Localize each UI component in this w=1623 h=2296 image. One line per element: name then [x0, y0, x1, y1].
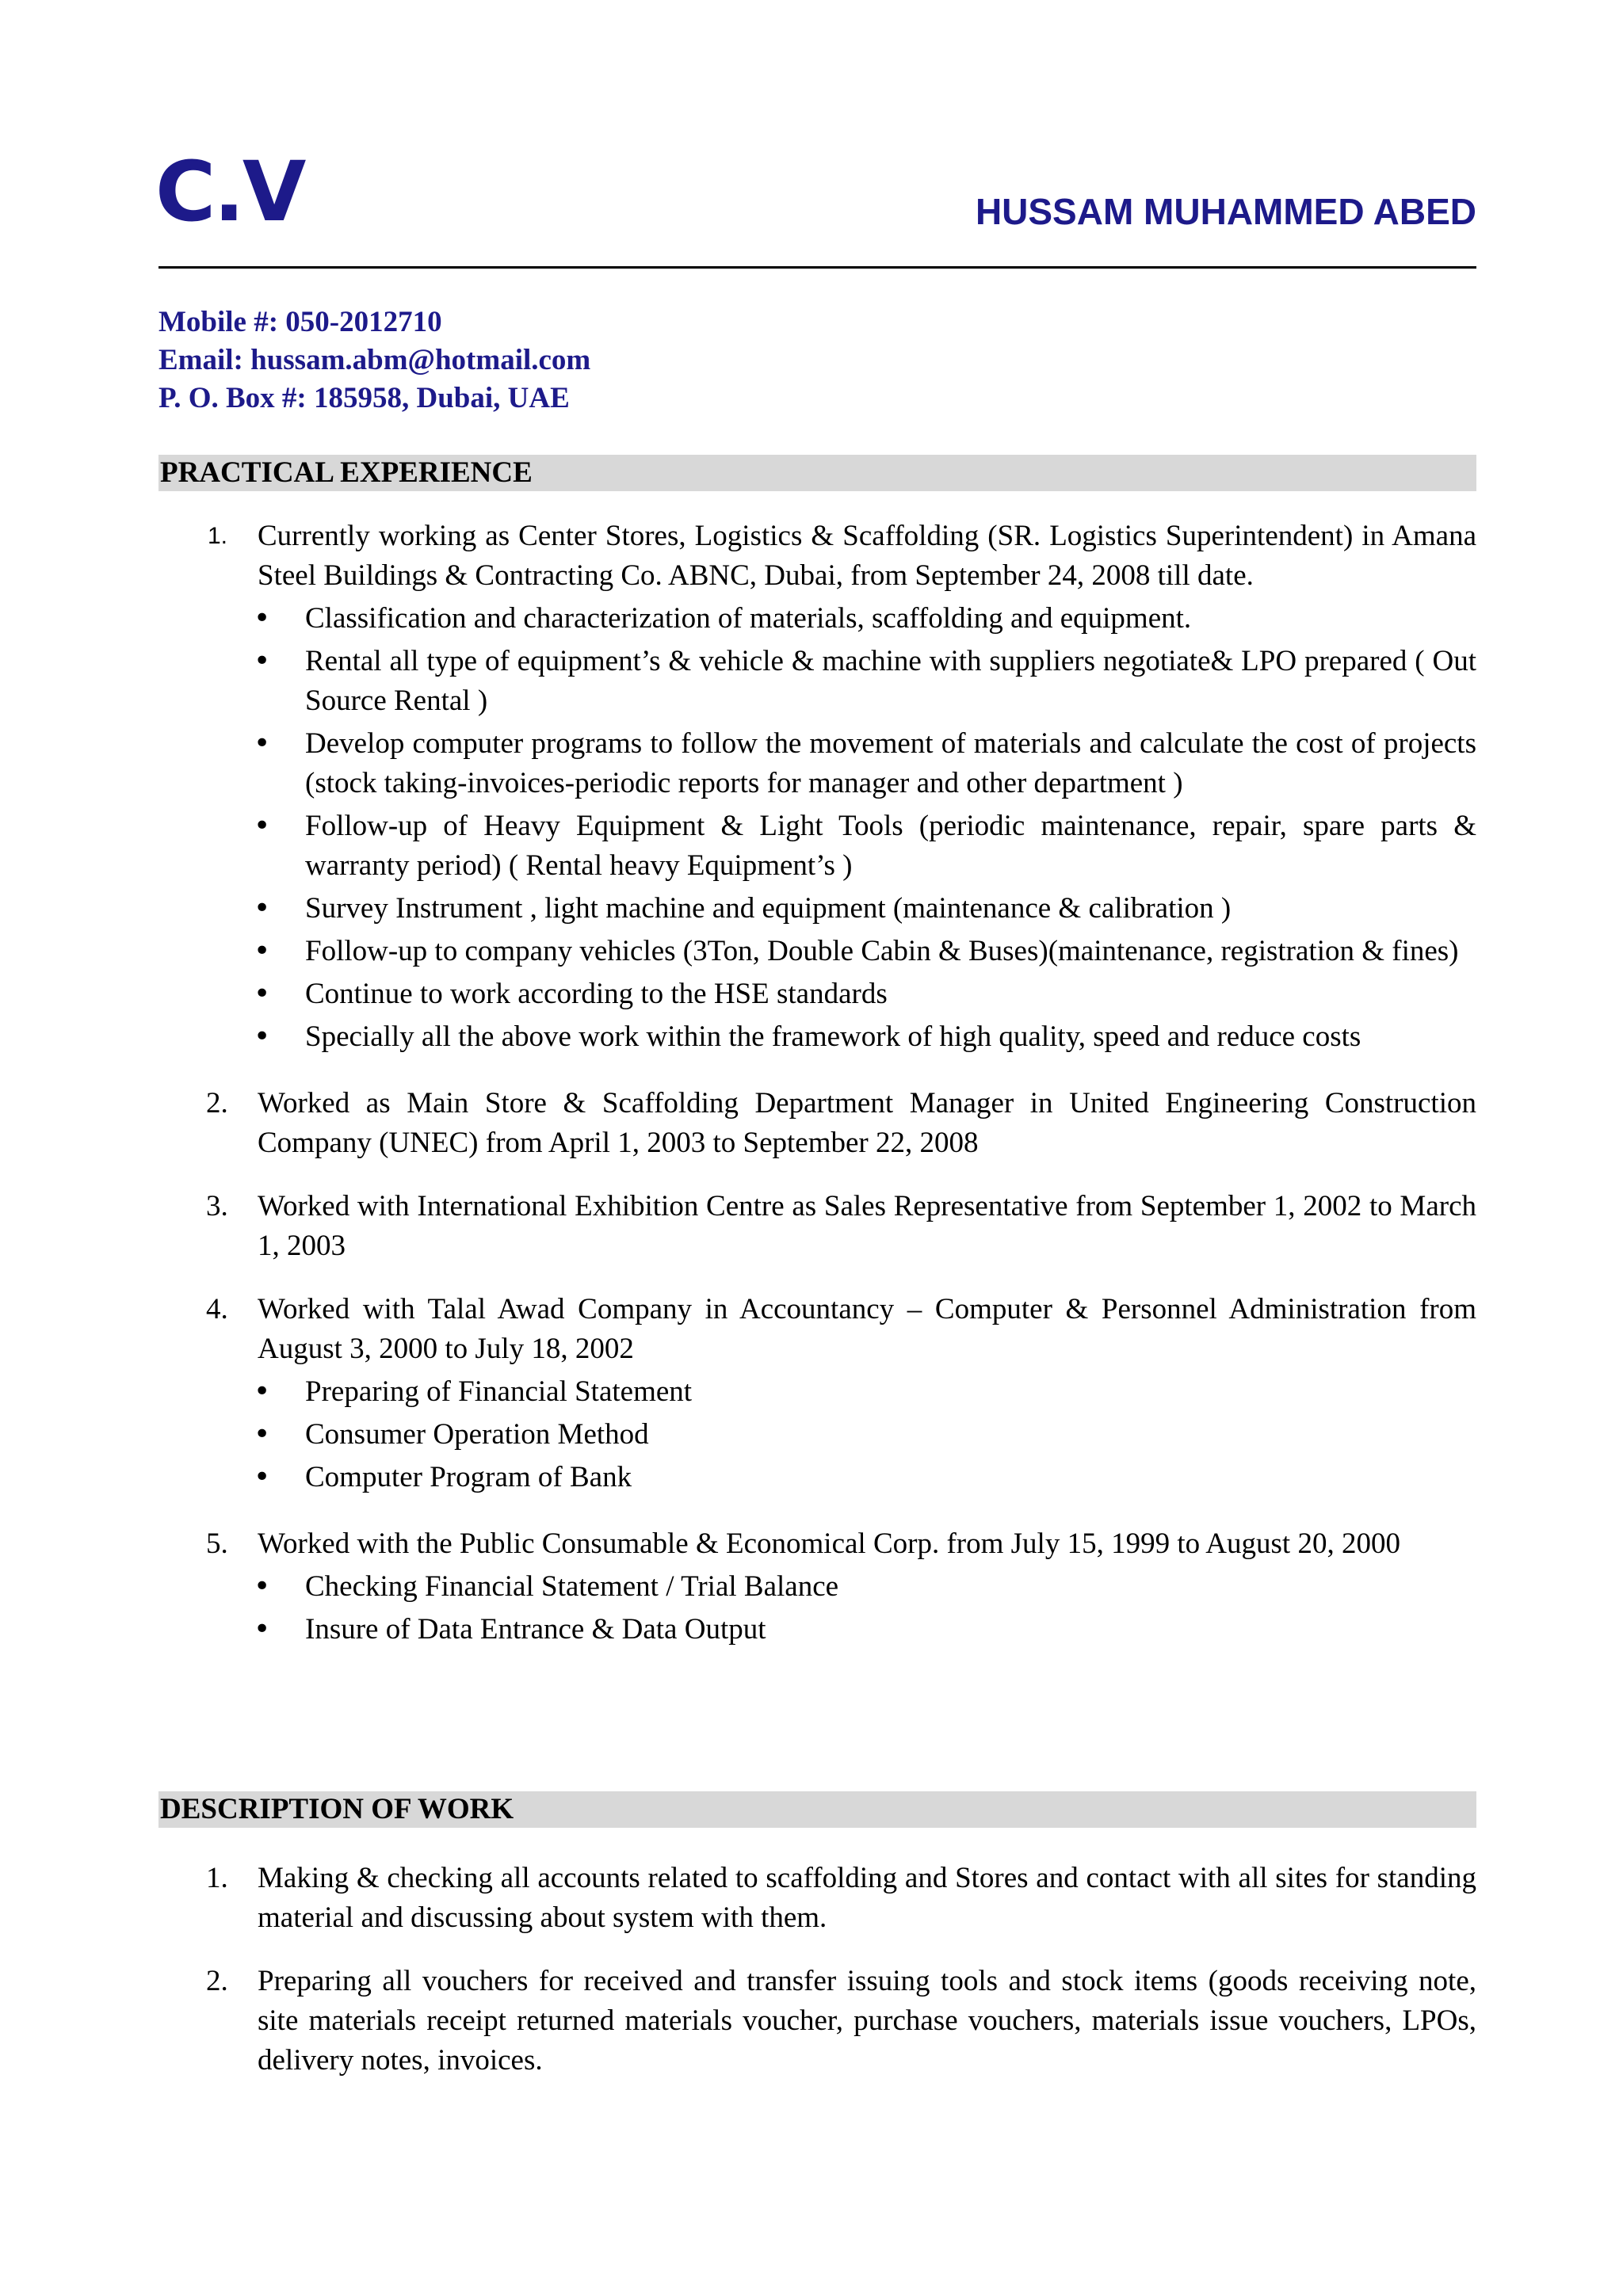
po-box: P. O. Box #: 185958, Dubai, UAE	[158, 382, 570, 414]
item-text: Currently working as Center Stores, Logistics & Scaffolding (SR. Logistics Superintendent) in Amana Steel Buildings & Contracting Co. ABNC, Dubai, from September 24, 2008 till date.	[258, 520, 1476, 592]
item-text: Preparing all vouchers for received and transfer issuing tools and stock items (goods receiving note, site materials receipt returned materials voucher, purchase vouchers, materials issue vouchers, LPOs, delivery notes, invoices.	[258, 1965, 1476, 2077]
experience-item-1	[158, 517, 1476, 596]
experience-item-5	[158, 1524, 1476, 1564]
bullet: • Specially all the above work within the framework of high quality, speed and reduce costs	[158, 1017, 1476, 1057]
mobile-number: Mobile #: 050-2012710	[158, 306, 442, 338]
header-divider	[158, 266, 1476, 269]
item-text: Worked with Talal Awad Company in Accountancy – Computer & Personnel Administration from August 3, 2000 to July 18, 2002	[258, 1293, 1476, 1365]
bullet: • Classification and characterization of materials, scaffolding and equipment.	[158, 599, 1476, 639]
cv-title: C.V	[155, 143, 304, 240]
bullet: • Insure of Data Entrance & Data Output	[158, 1610, 1476, 1650]
experience-item-4	[158, 1290, 1476, 1369]
experience-list	[158, 517, 1476, 1653]
bullet: • Preparing of Financial Statement	[158, 1372, 1476, 1412]
candidate-name: HUSSAM MUHAMMED ABED	[975, 191, 1476, 232]
bullet: • Consumer Operation Method	[158, 1415, 1476, 1455]
item-text: Worked as Main Store & Scaffolding Department Manager in United Engineering Construction Company (UNEC) from April 1, 2003 to September 22, 2008	[258, 1087, 1476, 1159]
bullet: • Checking Financial Statement / Trial Balance	[158, 1567, 1476, 1607]
item-number: 1.	[206, 1862, 228, 1894]
item-text: Worked with International Exhibition Centre as Sales Representative from September 1, 2002 to March 1, 2003	[258, 1190, 1476, 1262]
item-number: 2.	[206, 1087, 228, 1119]
bullet: • Develop computer programs to follow the movement of materials and calculate the cost of projects (stock taking-invoices-periodic reports for manager and other department )	[158, 724, 1476, 803]
item-number: 5.	[206, 1527, 228, 1560]
bullet: • Computer Program of Bank	[158, 1458, 1476, 1497]
description-item-2	[158, 1962, 1476, 2081]
experience-item-2	[158, 1084, 1476, 1163]
item-number: 1.	[208, 523, 228, 549]
item-number: 4.	[206, 1293, 228, 1325]
section-heading-description: DESCRIPTION OF WORK	[158, 1791, 1476, 1828]
description-list	[158, 1859, 1476, 2081]
bullet: • Survey Instrument , light machine and equipment (maintenance & calibration )	[158, 889, 1476, 929]
header	[155, 143, 1476, 269]
item-number: 2.	[206, 1965, 228, 1997]
description-item-1	[158, 1859, 1476, 1938]
experience-item-5-bullets	[158, 1567, 1476, 1650]
experience-item-1-bullets	[158, 599, 1476, 1057]
item-number: 3.	[206, 1190, 228, 1222]
contact-info	[158, 303, 590, 418]
section-heading-experience: PRACTICAL EXPERIENCE	[158, 455, 1476, 491]
bullet: • Rental all type of equipment’s & vehicle & machine with suppliers negotiate& LPO prepared ( Out Source Rental )	[158, 642, 1476, 721]
bullet: • Continue to work according to the HSE standards	[158, 974, 1476, 1014]
experience-item-4-bullets	[158, 1372, 1476, 1497]
bullet: • Follow-up to company vehicles (3Ton, Double Cabin & Buses)(maintenance, registration & fines)	[158, 932, 1476, 971]
experience-item-3	[158, 1187, 1476, 1266]
bullet: • Follow-up of Heavy Equipment & Light Tools (periodic maintenance, repair, spare parts & warranty period) ( Rental heavy Equipment’s )	[158, 807, 1476, 886]
item-text: Worked with the Public Consumable & Economical Corp. from July 15, 1999 to August 20, 2000	[258, 1527, 1400, 1560]
item-text: Making & checking all accounts related to scaffolding and Stores and contact with all sites for standing material and discussing about system with them.	[258, 1862, 1476, 1934]
email-address: Email: hussam.abm@hotmail.com	[158, 344, 591, 376]
